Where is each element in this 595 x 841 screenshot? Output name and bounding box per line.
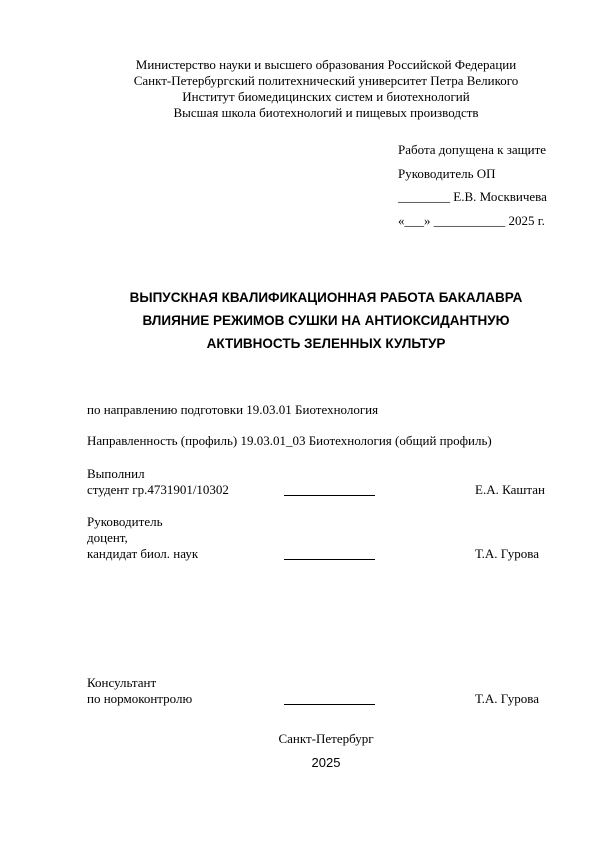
approval-head-label: Руководитель ОП <box>398 165 496 181</box>
study-direction: по направлению подготовки 19.03.01 Биотехнология <box>87 402 379 417</box>
school-line: Высшая школа биотехнологий и пищевых производств <box>173 105 479 120</box>
performer-signature-line <box>284 495 375 496</box>
approval-head-signature: ________ Е.В. Москвичева <box>398 189 547 204</box>
supervisor-name: Т.А. Гурова <box>475 546 540 561</box>
approval-admitted: Работа допущена к защите <box>398 142 547 157</box>
institute-line: Институт биомедицинских систем и биотехнологий <box>182 89 470 104</box>
supervisor-degree: кандидат биол. наук <box>87 546 199 561</box>
supervisor-signature-line <box>284 559 375 560</box>
consultant-name: Т.А. Гурова <box>475 691 540 706</box>
footer-city: Санкт-Петербург <box>278 731 374 746</box>
study-profile: Направленность (профиль) 19.03.01_03 Биотехнология (общий профиль) <box>87 433 492 448</box>
thesis-type: ВЫПУСКНАЯ КВАЛИФИКАЦИОННАЯ РАБОТА БАКАЛАВРА <box>129 290 523 305</box>
consultant-role: по нормоконтролю <box>87 691 193 706</box>
institution-header <box>0 57 595 121</box>
footer-year: 2025 <box>311 755 341 770</box>
thesis-topic-line-2: АКТИВНОСТЬ ЗЕЛЕННЫХ КУЛЬТУР <box>206 336 446 351</box>
performer-name: Е.А. Каштан <box>475 482 545 497</box>
university-line: Санкт-Петербургский политехнический университет Петра Великого <box>133 73 519 88</box>
consultant-signature-line <box>284 704 375 705</box>
performer-label: Выполнил <box>87 466 145 481</box>
performer-group: студент гр.4731901/10302 <box>87 482 229 497</box>
consultant-label: Консультант <box>87 675 157 690</box>
ministry-line: Министерство науки и высшего образования Российской Федерации <box>135 57 517 72</box>
supervisor-label: Руководитель <box>87 514 163 529</box>
thesis-title <box>0 286 595 355</box>
approval-date: «___» ___________ 2025 г. <box>398 212 545 228</box>
supervisor-position: доцент, <box>87 530 128 545</box>
thesis-topic-line-1: ВЛИЯНИЕ РЕЖИМОВ СУШКИ НА АНТИОКСИДАНТНУЮ <box>142 313 510 328</box>
approval-block <box>398 138 547 232</box>
